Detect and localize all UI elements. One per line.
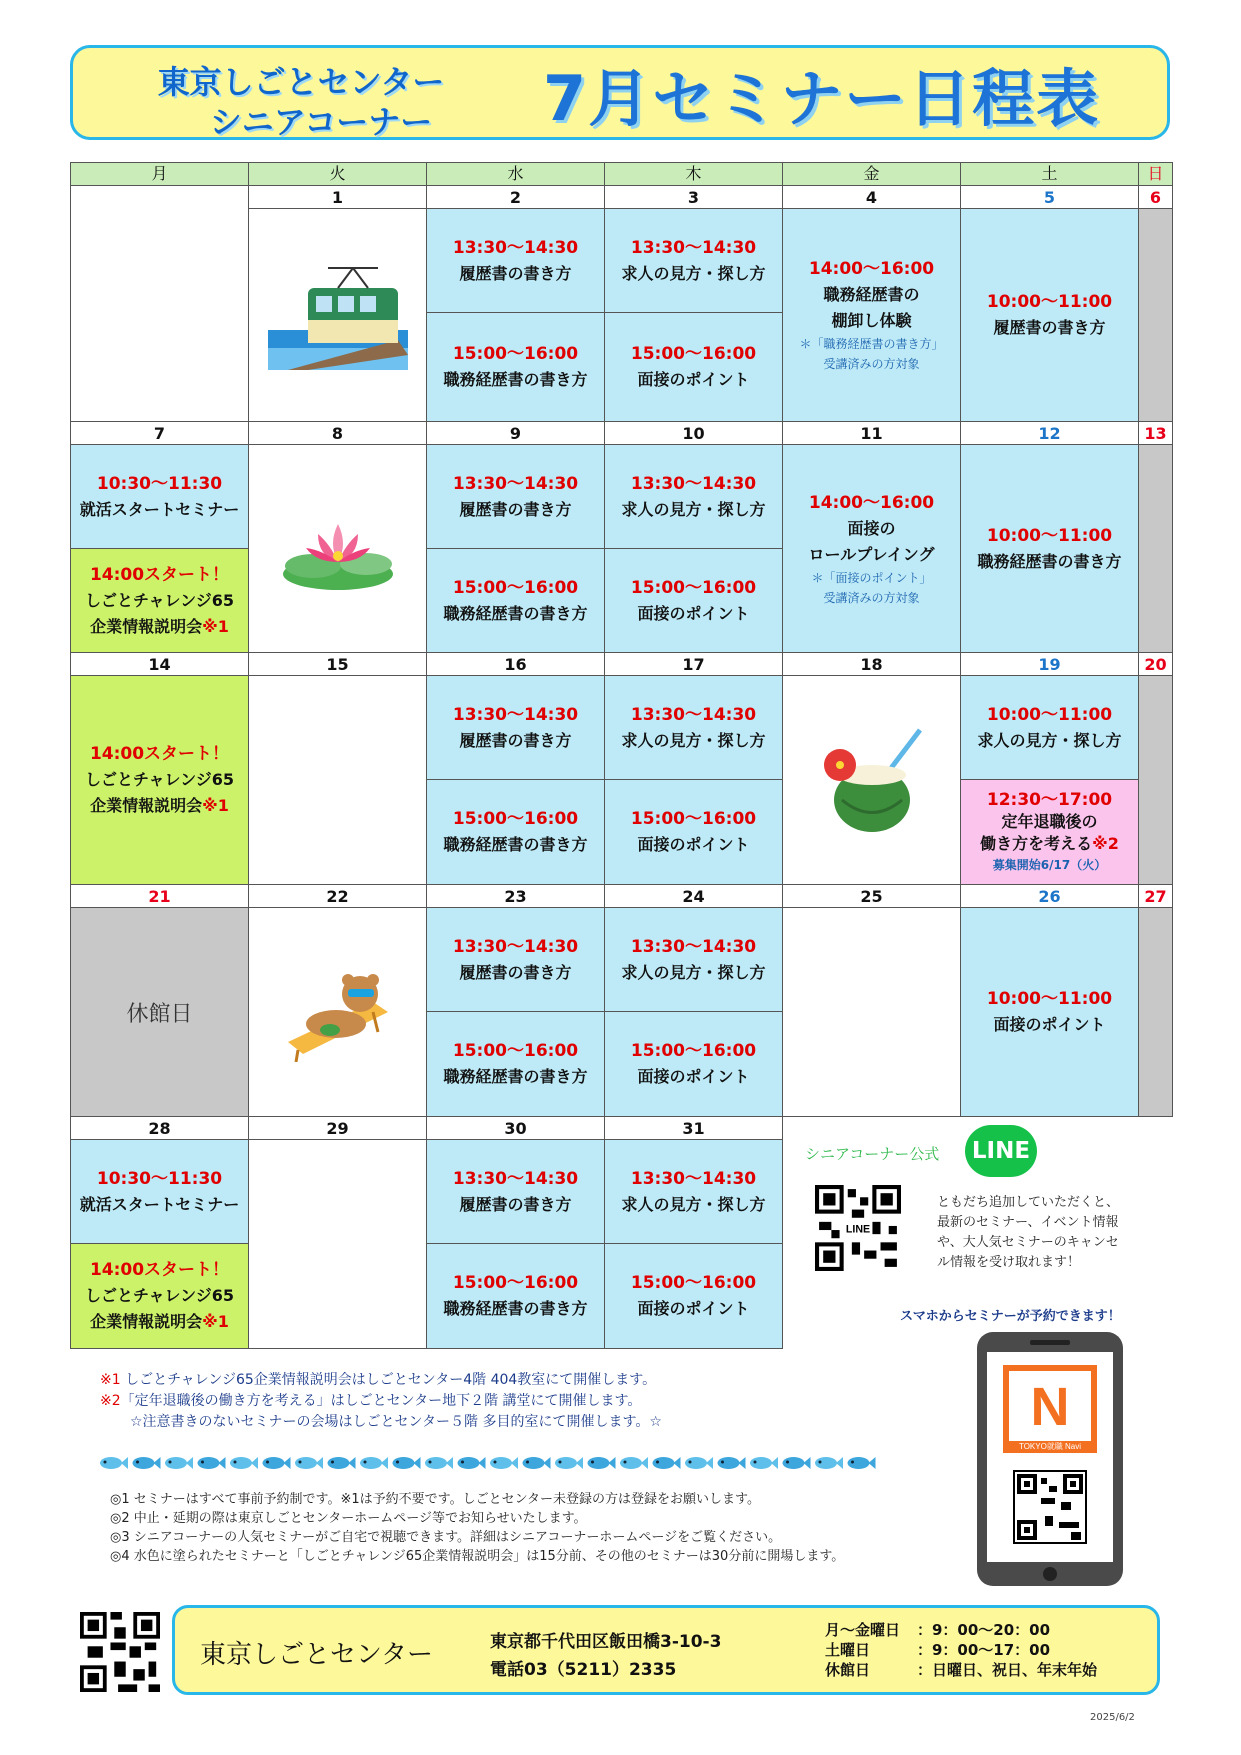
seminar-note: 受講済みの方対象 bbox=[823, 590, 920, 605]
fish-icon bbox=[198, 1457, 226, 1469]
day-number: 5 bbox=[960, 185, 1139, 209]
footnote-mark: ※1 bbox=[202, 616, 229, 636]
seminar-time: 10:00～11:00 bbox=[986, 704, 1113, 725]
fish-icon bbox=[685, 1457, 713, 1469]
weekday-fri: 金 bbox=[782, 162, 961, 186]
seminar-slot[interactable] bbox=[604, 1243, 783, 1349]
day-number: 26 bbox=[960, 884, 1139, 908]
day-cell-empty bbox=[248, 1139, 427, 1349]
fish-icon bbox=[815, 1457, 843, 1469]
seminar-time: 13:30～14:30 bbox=[630, 473, 757, 494]
seminar-title: 面接のポイント bbox=[637, 1067, 750, 1086]
bear-illustration bbox=[248, 907, 427, 1117]
seminar-title: 職務経歴書の書き方 bbox=[977, 551, 1122, 571]
seminar-title: 企業情報説明会 bbox=[90, 796, 203, 815]
seminar-time: 10:30～11:30 bbox=[96, 473, 223, 494]
venue-notes bbox=[100, 1370, 800, 1433]
fish-icon bbox=[425, 1457, 453, 1469]
seminar-time: 15:00～16:00 bbox=[630, 1273, 757, 1293]
seminar-title: 職務経歴書の書き方 bbox=[443, 1067, 588, 1086]
seminar-time: 14:00スタート！ bbox=[89, 744, 230, 764]
fish-icon bbox=[620, 1457, 648, 1469]
seminar-time: 15:00～16:00 bbox=[452, 1041, 579, 1061]
seminar-title: 面接の bbox=[847, 518, 896, 538]
day-number: 17 bbox=[604, 652, 783, 676]
seminar-slot[interactable] bbox=[604, 907, 783, 1012]
seminar-title: 履歴書の書き方 bbox=[459, 1194, 572, 1214]
seminar-title: 面接のポイント bbox=[637, 835, 750, 854]
line-promo bbox=[805, 1125, 1185, 1270]
seminar-title: 履歴書の書き方 bbox=[459, 730, 572, 750]
fish-icon bbox=[230, 1457, 258, 1469]
seminar-slot[interactable] bbox=[604, 779, 783, 885]
day-cell-empty bbox=[248, 675, 427, 885]
day-number: 9 bbox=[426, 421, 605, 445]
day-number: 30 bbox=[426, 1116, 605, 1140]
rule-item: ◎4 水色に塗られたセミナーと「しごとチャレンジ65企業情報説明会」は15分前、その他のセミナーは30分前に開場します。 bbox=[110, 1549, 845, 1564]
day-number: 27 bbox=[1138, 884, 1173, 908]
day-number: 20 bbox=[1138, 652, 1173, 676]
fish-decoration-icon bbox=[98, 1452, 878, 1474]
seminar-title: 働き方を考える bbox=[980, 834, 1093, 853]
fish-icon bbox=[718, 1457, 746, 1469]
seminar-title: 求人の見方・探し方 bbox=[621, 263, 766, 283]
reserve-lead-text: スマホからセミナーが予約できます！ bbox=[900, 1309, 1121, 1324]
seminar-time: 13:30～14:30 bbox=[630, 237, 757, 258]
fish-icon bbox=[783, 1457, 811, 1469]
day-number: 28 bbox=[70, 1116, 249, 1140]
seminar-slot[interactable] bbox=[426, 675, 605, 780]
day-number: 19 bbox=[960, 652, 1139, 676]
seminar-title: 面接のポイント bbox=[637, 603, 750, 623]
seminar-title: 定年退職後の bbox=[1001, 812, 1098, 831]
footer-qr-code-icon[interactable] bbox=[80, 1612, 160, 1692]
seminar-time: 15:00～16:00 bbox=[452, 809, 579, 829]
seminar-title: ロールプレイング bbox=[808, 544, 935, 564]
seminar-time: 14:00～16:00 bbox=[808, 492, 935, 513]
seminar-slot[interactable] bbox=[782, 444, 961, 653]
seminar-slot[interactable] bbox=[426, 1011, 605, 1117]
seminar-slot[interactable] bbox=[960, 208, 1139, 422]
day-number: 7 bbox=[70, 421, 249, 445]
day-number: 31 bbox=[604, 1116, 783, 1140]
weekday-sat: 土 bbox=[960, 162, 1139, 186]
fish-icon bbox=[393, 1457, 421, 1469]
seminar-title: 履歴書の書き方 bbox=[459, 499, 572, 519]
day-number: 10 bbox=[604, 421, 783, 445]
note-3: ☆注意書きのないセミナーの会場はしごとセンター５階 多目的室にて開催します。☆ bbox=[130, 1414, 662, 1430]
fish-icon bbox=[328, 1457, 356, 1469]
seminar-title: 履歴書の書き方 bbox=[459, 962, 572, 982]
page-title: 7月セミナー日程表 bbox=[543, 62, 1101, 135]
day-cell-empty bbox=[70, 185, 249, 422]
fish-icon bbox=[360, 1457, 388, 1469]
seminar-time: 15:00～16:00 bbox=[630, 577, 757, 598]
day-number: 16 bbox=[426, 652, 605, 676]
day-number: 23 bbox=[426, 884, 605, 908]
seminar-slot[interactable] bbox=[604, 312, 783, 422]
seminar-time: 15:00～16:00 bbox=[452, 1273, 579, 1293]
seminar-slot[interactable] bbox=[426, 1243, 605, 1349]
seminar-slot[interactable] bbox=[426, 548, 605, 653]
seminar-slot[interactable] bbox=[604, 1139, 783, 1244]
address-text: 東京都千代田区飯田橋3-10-3 bbox=[490, 1632, 722, 1652]
seminar-slot[interactable] bbox=[426, 312, 605, 422]
day-number: 24 bbox=[604, 884, 783, 908]
sunday-closed bbox=[1138, 444, 1173, 653]
seminar-title: 職務経歴書の書き方 bbox=[443, 835, 588, 854]
footnote-mark: ※1 bbox=[202, 796, 229, 815]
seminar-note: ＊「面接のポイント」 bbox=[811, 570, 932, 585]
line-description: ともだち追加していただくと、 最新のセミナー、イベント情報 や、大人気セミナーのキャンセ ル情報を受け取れます！ bbox=[937, 1195, 1120, 1270]
bear-on-deckchair-icon bbox=[278, 962, 398, 1062]
fish-icon bbox=[263, 1457, 291, 1469]
day-number: 6 bbox=[1138, 185, 1173, 209]
fish-icon bbox=[555, 1457, 583, 1469]
seminar-title: 職務経歴書の書き方 bbox=[443, 370, 588, 389]
seminar-slot[interactable] bbox=[70, 1243, 249, 1349]
seminar-title: 職務経歴書の書き方 bbox=[443, 1299, 588, 1318]
line-logo-icon[interactable]: LINE bbox=[965, 1125, 1037, 1177]
day-number: 21 bbox=[70, 884, 249, 908]
fish-icon bbox=[458, 1457, 486, 1469]
seminar-title: 企業情報説明会 bbox=[90, 1312, 203, 1331]
day-number: 22 bbox=[248, 884, 427, 908]
header-banner bbox=[70, 45, 1170, 140]
fish-icon bbox=[588, 1457, 616, 1469]
fish-icon bbox=[165, 1457, 193, 1469]
weekday-thu: 木 bbox=[604, 162, 783, 186]
seminar-time: 14:00スタート！ bbox=[89, 564, 230, 585]
day-number: 11 bbox=[782, 421, 961, 445]
seminar-slot[interactable] bbox=[426, 779, 605, 885]
seminar-time: 10:00～11:00 bbox=[986, 525, 1113, 546]
seminar-title: 求人の見方・探し方 bbox=[621, 499, 766, 519]
line-qr-code-icon[interactable] bbox=[815, 1185, 901, 1271]
seminar-time: 14:00～16:00 bbox=[808, 259, 935, 279]
seminar-time: 10:00～11:00 bbox=[986, 292, 1113, 312]
seminar-time: 13:30～14:30 bbox=[630, 704, 757, 725]
fish-icon bbox=[750, 1457, 778, 1469]
seminar-slot[interactable] bbox=[604, 444, 783, 549]
sunday-closed bbox=[1138, 675, 1173, 885]
seminar-slot[interactable] bbox=[604, 1011, 783, 1117]
rule-item: ◎1 セミナーはすべて事前予約制です。※1は予約不要です。しごとセンター未登録の方は登録をお願いします。 bbox=[110, 1492, 761, 1507]
seminar-title: 職務経歴書の書き方 bbox=[443, 603, 588, 623]
seminar-time: 13:30～14:30 bbox=[630, 1168, 757, 1189]
seminar-slot[interactable] bbox=[70, 444, 249, 549]
org-name: 東京しごとセンター シニアコーナー bbox=[157, 63, 445, 141]
sunday-closed bbox=[1138, 907, 1173, 1117]
seminar-slot[interactable] bbox=[604, 208, 783, 313]
lotus-icon bbox=[278, 504, 398, 594]
seminar-time: 15:00～16:00 bbox=[630, 344, 757, 364]
fish-icon bbox=[295, 1457, 323, 1469]
seminar-time: 12:30～17:00 bbox=[986, 790, 1113, 810]
seminar-slot[interactable] bbox=[70, 1139, 249, 1244]
day-number: 25 bbox=[782, 884, 961, 908]
rule-item: ◎2 中止・延期の際は東京しごとセンターホームページ等でお知らせいたします。 bbox=[110, 1511, 587, 1526]
seminar-slot[interactable] bbox=[960, 907, 1139, 1117]
line-lead-text: シニアコーナー公式 bbox=[805, 1145, 940, 1163]
seminar-title: 履歴書の書き方 bbox=[993, 318, 1106, 337]
day-number: 1 bbox=[248, 185, 427, 209]
fish-icon bbox=[653, 1457, 681, 1469]
seminar-title: 面接のポイント bbox=[993, 1015, 1106, 1034]
phone-text: 電話03（5211）2335 bbox=[490, 1660, 677, 1680]
day-number: 8 bbox=[248, 421, 427, 445]
smartphone-app-icon[interactable] bbox=[975, 1330, 1125, 1588]
seminar-time: 13:30～14:30 bbox=[452, 704, 579, 725]
footer-contact-box bbox=[172, 1605, 1160, 1695]
note-2: ※2「定年退職後の働き方を考える」はしごとセンター地下２階 講堂にて開催します。 bbox=[100, 1393, 642, 1409]
coconut-drink-icon bbox=[812, 725, 932, 835]
seminar-time: 15:00～16:00 bbox=[452, 577, 579, 598]
weekday-sun: 日 bbox=[1138, 162, 1173, 186]
seminar-time: 13:30～14:30 bbox=[452, 1168, 579, 1189]
seminar-note: 募集開始6/17（火） bbox=[992, 858, 1107, 872]
seminar-title: しごとチャレンジ65 bbox=[85, 770, 234, 789]
seminar-time: 15:00～16:00 bbox=[630, 1041, 757, 1061]
seminar-title: 面接のポイント bbox=[637, 370, 750, 389]
issue-date: 2025/6/2 bbox=[1090, 1712, 1135, 1723]
seminar-note: ＊「職務経歴書の書き方」 bbox=[799, 337, 944, 351]
fish-icon bbox=[523, 1457, 551, 1469]
seminar-title: 面接のポイント bbox=[637, 1299, 750, 1318]
seminar-title: 就活スタートセミナー bbox=[79, 499, 240, 519]
day-number: 12 bbox=[960, 421, 1139, 445]
seminar-slot[interactable] bbox=[960, 779, 1139, 885]
svg-text:N: N bbox=[1030, 1377, 1070, 1437]
seminar-time: 13:30～14:30 bbox=[630, 936, 757, 957]
train-icon bbox=[268, 260, 408, 370]
day-number: 14 bbox=[70, 652, 249, 676]
day-number: 3 bbox=[604, 185, 783, 209]
lotus-illustration bbox=[248, 444, 427, 653]
seminar-title: 職務経歴書の bbox=[823, 285, 920, 304]
seminar-time: 10:00～11:00 bbox=[986, 989, 1113, 1009]
seminar-slot[interactable] bbox=[70, 548, 249, 653]
seminar-slot[interactable] bbox=[604, 548, 783, 653]
seminar-slot[interactable] bbox=[426, 444, 605, 549]
weekday-mon: 月 bbox=[70, 162, 249, 186]
seminar-title: 就活スタートセミナー bbox=[79, 1194, 240, 1214]
fish-icon bbox=[133, 1457, 161, 1469]
seminar-slot[interactable] bbox=[70, 675, 249, 885]
day-number: 13 bbox=[1138, 421, 1173, 445]
weekday-tue: 火 bbox=[248, 162, 427, 186]
closed-day bbox=[70, 907, 249, 1117]
seminar-title: 履歴書の書き方 bbox=[459, 263, 572, 283]
seminar-time: 13:30～14:30 bbox=[452, 237, 579, 258]
footnote-mark: ※1 bbox=[202, 1312, 229, 1331]
footer-address bbox=[490, 1628, 721, 1684]
footer-org-name: 東京しごとセンター bbox=[200, 1640, 433, 1670]
seminar-title: 求人の見方・探し方 bbox=[621, 962, 766, 982]
day-cell-empty bbox=[782, 907, 961, 1117]
fish-icon bbox=[490, 1457, 518, 1469]
seminar-time: 13:30～14:30 bbox=[452, 473, 579, 494]
footnote-mark: ※2 bbox=[1092, 834, 1119, 853]
seminar-slot[interactable] bbox=[426, 208, 605, 313]
coconut-illustration bbox=[782, 675, 961, 885]
seminar-title: 棚卸し体験 bbox=[831, 311, 912, 330]
svg-text:LINE: LINE bbox=[845, 1223, 871, 1236]
seminar-time: 15:00～16:00 bbox=[452, 344, 579, 364]
seminar-title: 求人の見方・探し方 bbox=[621, 730, 766, 750]
opening-hours: 月～金曜日 ：9：00～20：00 土曜日 ：9：00～17：00 休館日 ：日曜日、祝日、年末年始 bbox=[825, 1621, 1098, 1679]
day-number: 2 bbox=[426, 185, 605, 209]
seminar-time: 15:00～16:00 bbox=[630, 809, 757, 829]
weekday-wed: 水 bbox=[426, 162, 605, 186]
seminar-slot[interactable] bbox=[426, 907, 605, 1012]
seminar-slot[interactable] bbox=[960, 444, 1139, 653]
seminar-slot[interactable] bbox=[960, 675, 1139, 780]
note-1: ※1 しごとチャレンジ65企業情報説明会はしごとセンター4階 404教室にて開催します。 bbox=[100, 1372, 657, 1388]
rule-item: ◎3 シニアコーナーの人気セミナーがご自宅で視聴できます。詳細はシニアコーナーホームページをご覧ください。 bbox=[110, 1530, 782, 1545]
seminar-title: しごとチャレンジ65 bbox=[85, 1286, 234, 1305]
fish-icon bbox=[848, 1457, 876, 1469]
seminar-slot[interactable] bbox=[604, 675, 783, 780]
day-number: 4 bbox=[782, 185, 961, 209]
seminar-title: 企業情報説明会 bbox=[90, 616, 203, 636]
fish-icon bbox=[100, 1457, 128, 1469]
train-illustration bbox=[248, 208, 427, 422]
closed-label: 休館日 bbox=[126, 1001, 193, 1027]
seminar-slot[interactable] bbox=[426, 1139, 605, 1244]
day-number: 18 bbox=[782, 652, 961, 676]
day-number: 29 bbox=[248, 1116, 427, 1140]
svg-text:TOKYO就職 Navi: TOKYO就職 Navi bbox=[1018, 1442, 1082, 1451]
seminar-note: 受講済みの方対象 bbox=[823, 357, 920, 371]
seminar-title: 求人の見方・探し方 bbox=[621, 1194, 766, 1214]
seminar-slot[interactable] bbox=[782, 208, 961, 422]
seminar-title: 求人の見方・探し方 bbox=[977, 730, 1122, 750]
rules-list bbox=[110, 1490, 940, 1566]
sunday-closed bbox=[1138, 208, 1173, 422]
seminar-time: 13:30～14:30 bbox=[452, 936, 579, 957]
seminar-title: しごとチャレンジ65 bbox=[85, 590, 234, 610]
seminar-time: 14:00スタート！ bbox=[89, 1260, 230, 1280]
seminar-time: 10:30～11:30 bbox=[96, 1168, 223, 1189]
day-number: 15 bbox=[248, 652, 427, 676]
